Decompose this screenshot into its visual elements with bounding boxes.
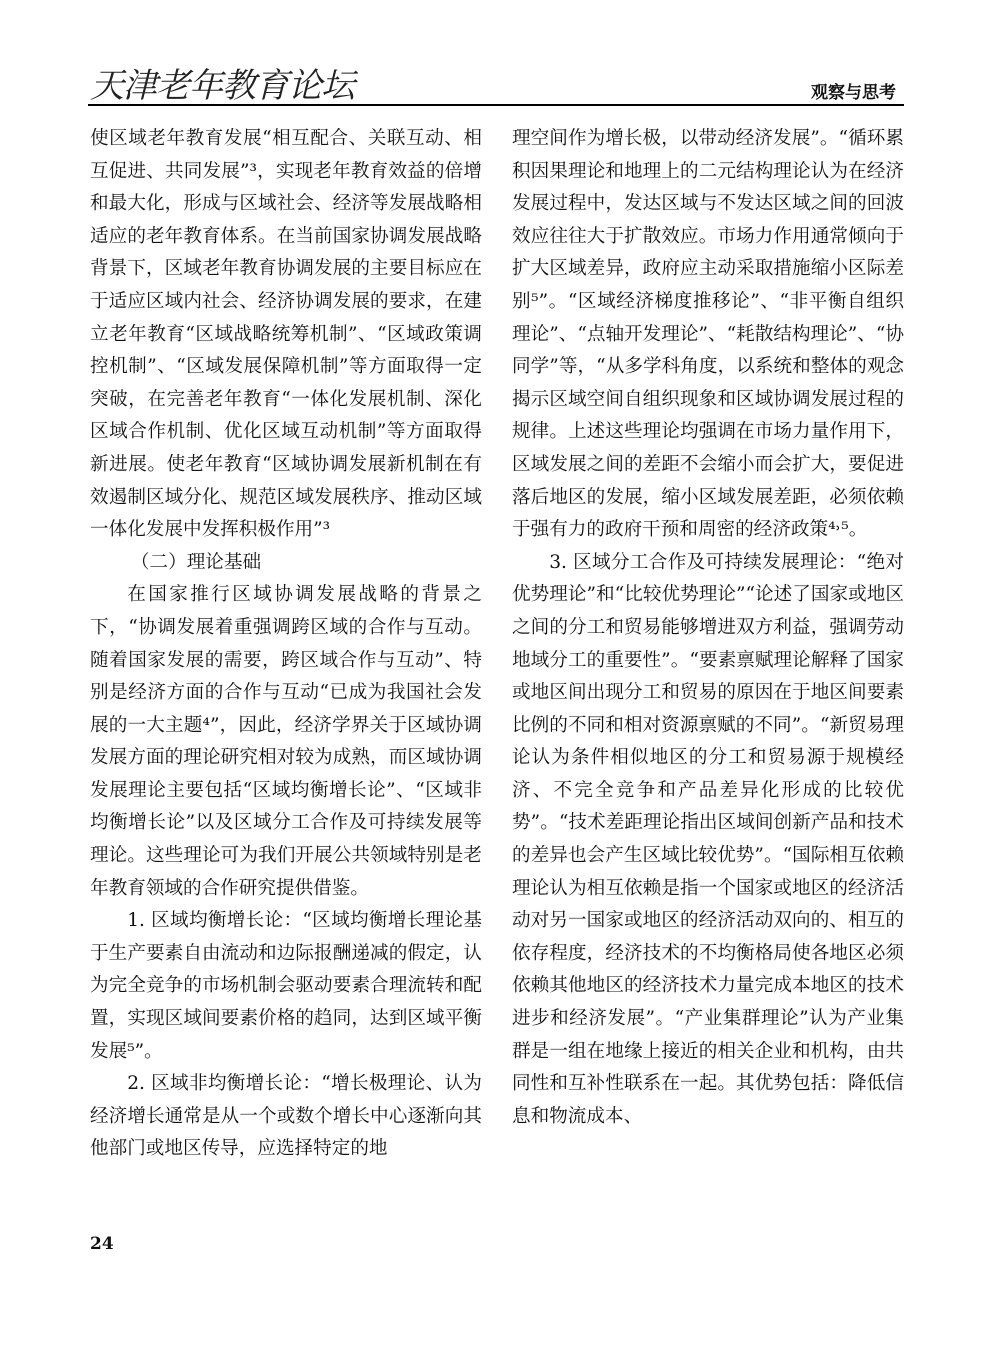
paragraph: 在国家推行区域协调发展战略的背景之下，“协调发展着重强调跨区域的合作与互动。随着国家发展的需要，跨区域合作与互动”、特别是经济方面的合作与互动“已成为我国社会发展的一大主题⁴”，因此，经济学界关于区域协调发展方面的理论研究相对较为成熟，而区域协调发展理论主要包括“区域均衡增长论”、“区域非均衡增长论”以及区域分工合作及可持续发展等理论。这些理论可为我们开展公共领域特别是老年教育领域的合作研究提供借鉴。 [90,584,482,899]
page-number: 24 [90,1234,114,1254]
paragraph: 1. 区域均衡增长论：“区域均衡增长理论基于生产要素自由流动和边际报酬递减的假定，认为完全竞争的市场机制会驱动要素合理流转和配置，实现区域间要素价格的趋同，达到区域平衡发展⁵”。 [90,910,482,1062]
journal-logo: 天津老年教育论坛 [90,66,354,106]
left-column [90,123,482,1183]
paragraph: 2. 区域非均衡增长论：“增长极理论、认为经济增长通常是从一个或数个增长中心逐渐向其他部门或地区传导，应选择特定的地 [90,1073,482,1160]
paragraph-continuation: 理空间作为增长极，以带动经济发展”。“循环累积因果理论和地理上的二元结构理论认为在经济发展过程中，发达区域与不发达区域之间的回波效应往往大于扩散效应。市场力作用通常倾向于扩大区域差异，政府应主动采取措施缩小区际差别⁵”。“区域经济梯度推移论”、“非平衡自组织理论”、“点轴开发理论”、“耗散结构理论”、“协同学”等，“从多学科角度，以系统和整体的观念揭示区域空间自组织现象和区域协调发展过程的规律。上述这些理论均强调在市场力量作用下，区域发展之间的差距不会缩小而会扩大，要促进落后地区的发展，缩小区域发展差距，必须依赖于强有力的政府干预和周密的经济政策⁴˒⁵。 [512,128,904,541]
section-heading: （二）理论基础 [130,551,262,573]
right-column [512,123,904,1183]
paragraph-continuation: 使区域老年教育发展“相互配合、关联互动、相互促进、共同发展”³，实现老年教育效益的倍增和最大化，形成与区域社会、经济等发展战略相适应的老年教育体系。在当前国家协调发展战略背景下，区域老年教育协调发展的主要目标应在于适应区域内社会、经济协调发展的要求，在建立老年教育“区域战略统筹机制”、“区域政策调控机制”、“区域发展保障机制”等方面取得一定突破，在完善老年教育“一体化发展机制、深化区域合作机制、优化区域互动机制”等方面取得新进展。使老年教育“区域协调发展新机制在有效遏制区域分化、规范区域发展秩序、推动区域一体化发展中发挥积极作用”³ [90,128,482,541]
section-title: 观察与思考 [811,83,896,103]
paragraph: 3. 区域分工合作及可持续发展理论：“绝对优势理论”和“比较优势理论”“论述了国家或地区之间的分工和贸易能够增进双方利益，强调劳动地域分工的重要性”。“要素禀赋理论解释了国家或地区间出现分工和贸易的原因在于地区间要素比例的不同和相对资源禀赋的不同”。“新贸易理论认为条件相似地区的分工和贸易源于规模经济、不完全竞争和产品差异化形成的比较优势”。“技术差距理论指出区域间创新产品和技术的差异也会产生区域比较优势”。“国际相互依赖理论认为相互依赖是指一个国家或地区的经济活动对另一国家或地区的经济活动双向的、相互的依存程度，经济技术的不均衡格局使各地区必须依赖其他地区的经济技术力量完成本地区的技术进步和经济发展”。“产业集群理论”认为产业集群是一组在地缘上接近的相关企业和机构，由共同性和互补性联系在一起。其优势包括：降低信息和物流成本、 [512,551,904,1127]
header-divider [88,104,904,106]
